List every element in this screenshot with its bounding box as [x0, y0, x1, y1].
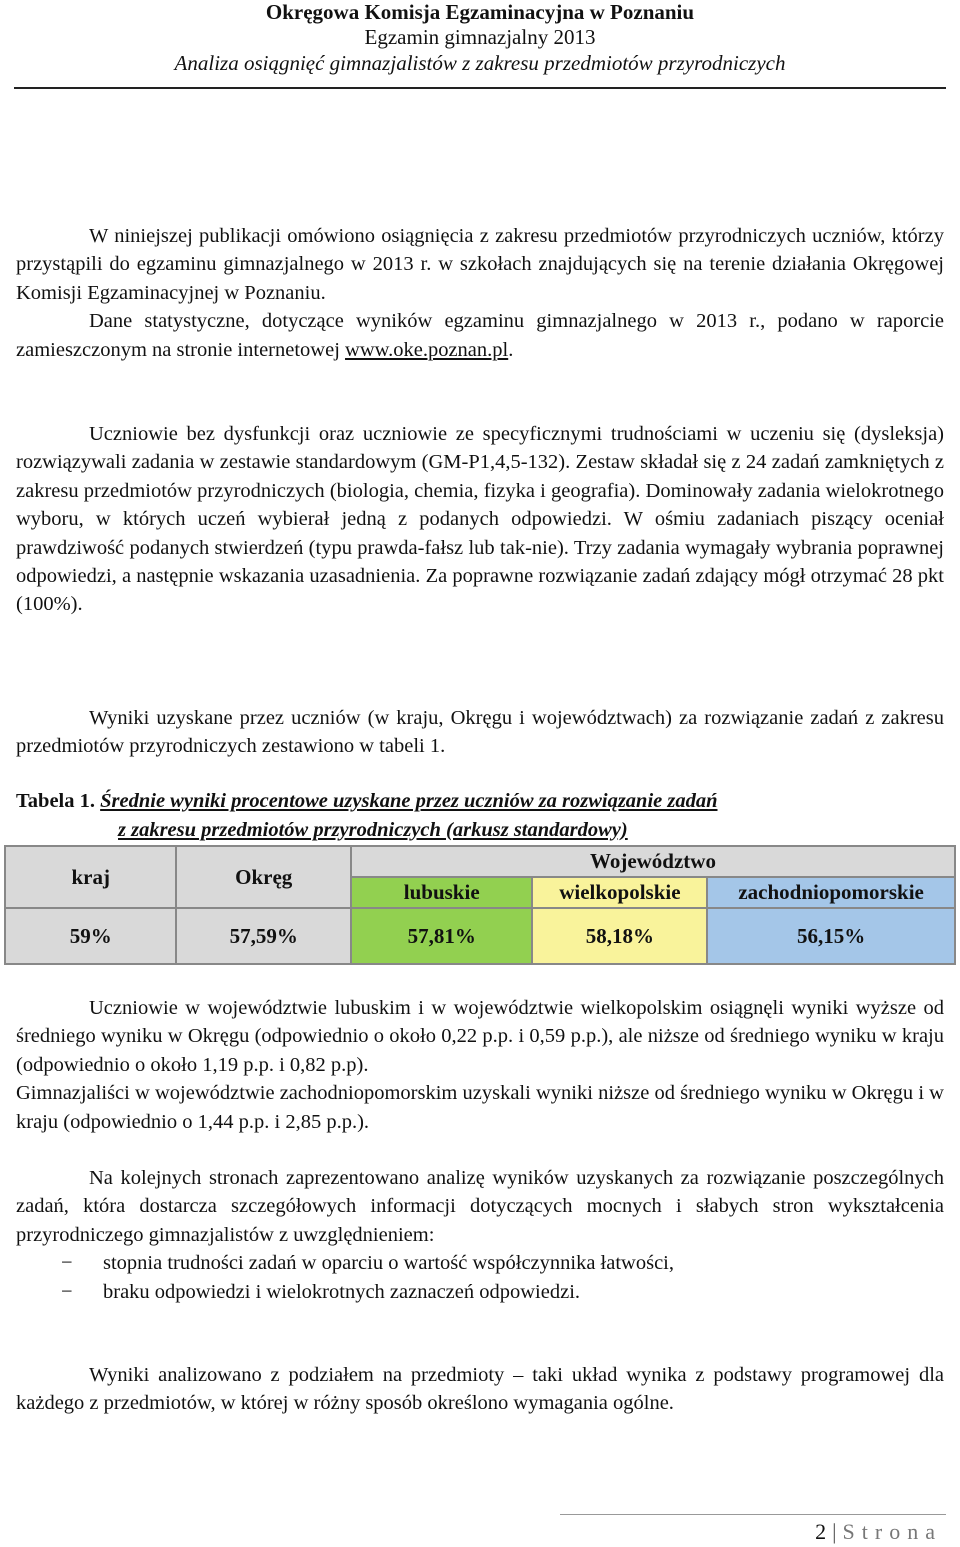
table-title-2: z zakresu przedmiotów przyrodniczych (arkusz standardowy)	[118, 818, 628, 841]
intro-section	[16, 222, 944, 364]
comparison-paragraph-1: Uczniowie w województwie lubuskim i w województwie wielkopolskim osiągnęli wyniki wyższe od średniego wyniku w Okręgu (odpowiednio o około 0,22 p.p. i 0,59 p.p.), ale niższe od średniego wyniku w kraju (odpowiednio o około 1,19 p.p. i 0,82 p.p).	[16, 997, 944, 1076]
exam-section	[16, 420, 944, 619]
header-okreg: Okręg	[176, 846, 351, 908]
table-caption	[16, 787, 944, 844]
list-dash: −	[61, 1280, 73, 1303]
header-institution: Okręgowa Komisja Egzaminacyjna w Poznaniu	[265, 0, 695, 24]
footer-separator: |	[832, 1519, 837, 1544]
table-title-1: Średnie wyniki procentowe uzyskane przez uczniów za rozwiązanie zadań	[100, 790, 718, 812]
comparison-paragraph-2: Gimnazjaliści w województwie zachodniopomorskim uzyskali wyniki niższe od średniego wyniku w Okręgu i w kraju (odpowiednio o 1,44 p.p. i 2,85 p.p.).	[16, 1082, 944, 1133]
intro-paragraph: W niniejszej publikacji omówiono osiągnięcia z zakresu przedmiotów przyrodniczych uczniów, którzy przystąpili do egzaminu gimnazjalnego w 2013 r. w szkołach znajdujących się na terenie działania Okręgowej Komisji Egzaminacyjnej w Poznaniu.	[16, 225, 944, 304]
stats-paragraph	[16, 307, 944, 364]
header-exam: Egzamin gimnazjalny 2013	[364, 25, 596, 49]
header-rule	[14, 87, 946, 89]
table-label: Tabela 1.	[16, 790, 95, 812]
results-table	[4, 845, 956, 965]
list-item-text: stopnia trudności zadań w oparciu o wartość współczynnika łatwości,	[103, 1252, 674, 1275]
results-intro	[16, 704, 944, 761]
list-dash: −	[61, 1252, 73, 1275]
header-wielkopolskie: wielkopolskie	[532, 877, 707, 908]
value-wielkopolskie: 58,18%	[532, 908, 707, 964]
page-number: 2	[815, 1519, 827, 1544]
value-zachodniopomorskie: 56,15%	[707, 908, 955, 964]
header-zachodniopomorskie: zachodniopomorskie	[707, 877, 955, 908]
list-item	[16, 1249, 944, 1277]
exam-paragraph: Uczniowie bez dysfunkcji oraz uczniowie ze specyficznymi trudnościami w uczeniu się (dysleksja) rozwiązywali zadania w zestawie standardowym (GM-P1,4,5-132). Zestaw składał się z 24 zadań zamkniętych z zakresu przedmiotów przyrodniczych (biologia, chemia, fizyka i geografia). Dominowały zadania wielokrotnego wyboru, w których uczeń wybierał jedną z podanych odpowiedzi. W ośmiu zadaniach piszący oceniał prawdziwość podanych stwierdzeń (typu prawda-fałsz lub tak-nie). Trzy zadania wymagały wybrania poprawnej odpowiedzi, a następnie wskazania uzasadnienia. Za poprawne rozwiązanie zadań zdający mógł otrzymać 28 pkt (100%).	[16, 423, 944, 616]
oke-link[interactable]: www.oke.poznan.pl	[345, 338, 509, 361]
page-header	[0, 0, 960, 76]
results-paragraph: Wyniki uzyskane przez uczniów (w kraju, Okręgu i województwach) za rozwiązanie zadań z zakresu przedmiotów przyrodniczych zestawiono w tabeli 1.	[16, 707, 944, 758]
analysis-paragraph: Na kolejnych stronach zaprezentowano analizę wyników uzyskanych za rozwiązanie poszczególnych zadań, która dostarcza szczegółowych informacji dotyczących mocnych i słabych stron wykształcenia przyrodniczego gimnazjalistów z uwzględnieniem:	[16, 1167, 944, 1246]
comparison-section	[16, 994, 944, 1136]
analysis-section	[16, 1164, 944, 1306]
header-kraj: kraj	[5, 846, 176, 908]
stats-end: .	[508, 338, 514, 361]
header-wojewodztwo: Województwo	[351, 846, 955, 877]
value-lubuskie: 57,81%	[351, 908, 533, 964]
header-lubuskie: lubuskie	[351, 877, 533, 908]
list-item-text: braku odpowiedzi i wielokrotnych zaznaczeń odpowiedzi.	[103, 1280, 581, 1303]
value-kraj: 59%	[5, 908, 176, 964]
analysis-list	[16, 1249, 944, 1306]
value-okreg: 57,59%	[176, 908, 351, 964]
page-label: Strona	[842, 1519, 942, 1544]
page-footer	[815, 1519, 942, 1545]
footer-rule	[560, 1514, 946, 1515]
subjects-section	[16, 1361, 944, 1418]
stats-text: Dane statystyczne, dotyczące wyników egzaminu gimnazjalnego w 2013 r., podano w raporcie zamieszczonym na stronie internetowej	[16, 310, 944, 361]
subjects-paragraph: Wyniki analizowano z podziałem na przedmioty – taki układ wynika z podstawy programowej dla każdego z przedmiotów, w której w różny sposób określono wymagania ogólne.	[16, 1364, 944, 1415]
list-item	[16, 1278, 944, 1306]
header-subtitle: Analiza osiągnięć gimnazjalistów z zakresu przedmiotów przyrodniczych	[174, 51, 786, 75]
